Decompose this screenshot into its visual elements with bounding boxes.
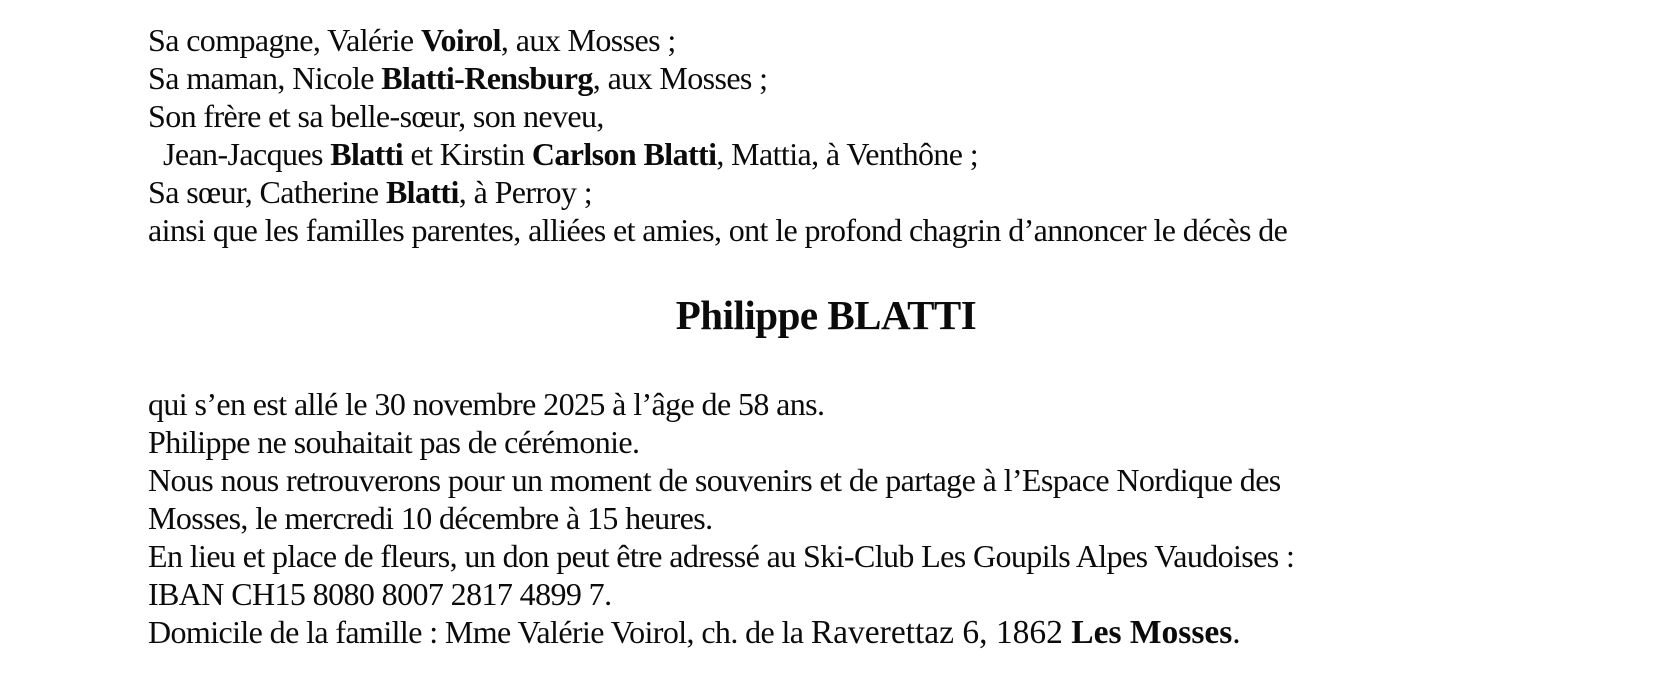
line-dons: En lieu et place de fleurs, un don peut être adressé au Ski-Club Les Goupils Alpes Vaudoises : <box>148 538 1295 574</box>
line-maman <box>148 59 1504 97</box>
name-blatti-rensburg: Blatti-Rensburg <box>381 60 593 96</box>
line-compagne <box>148 21 1504 59</box>
relation-text: Sa sœur, Catherine <box>148 174 386 210</box>
family-list-paragraph <box>148 21 1504 249</box>
name-blatti: Blatti <box>385 174 459 210</box>
line-familles <box>148 211 1504 249</box>
line-ceremonie: Philippe ne souhaitait pas de cérémonie. <box>148 424 640 460</box>
line-retrouvailles-2: Mosses, le mercredi 10 décembre à 15 heures. <box>148 500 713 536</box>
street-address-text: Raverettaz 6, 1862 <box>810 614 1072 651</box>
end-period: . <box>1232 614 1241 651</box>
locality-les-mosses: Les Mosses <box>1071 614 1233 651</box>
place-text: , Mattia, à Venthône ; <box>716 136 979 172</box>
relation-text: et Kirstin <box>403 136 532 172</box>
line-deces-date: qui s’en est allé le 30 novembre 2025 à l’âge de 58 ans. <box>148 386 825 422</box>
details-paragraph <box>148 385 1504 652</box>
domicile-text: Domicile de la famille : Mme Valérie Voirol, ch. de la <box>148 614 811 650</box>
name-blatti: Blatti <box>330 136 404 172</box>
line-frere-names <box>148 135 1504 173</box>
name-carlson-blatti: Carlson Blatti <box>531 136 717 172</box>
line-soeur <box>148 173 1504 211</box>
relation-text: Son frère et sa belle-sœur, son neveu, <box>148 98 604 134</box>
place-text: , aux Mosses ; <box>592 60 768 96</box>
relation-text: Sa compagne, Valérie <box>148 22 421 58</box>
line-frere-intro <box>148 97 1504 135</box>
line-retrouvailles-1: Nous nous retrouverons pour un moment de souvenirs et de partage à l’Espace Nordique des <box>148 462 1281 498</box>
place-text: , aux Mosses ; <box>500 22 676 58</box>
deceased-name-title: Philippe BLATTI <box>675 292 977 338</box>
relation-text: Jean-Jacques <box>163 136 331 172</box>
announcement-text: ainsi que les familles parentes, alliées et amies, ont le profond chagrin d’annoncer le décès de <box>148 212 1288 248</box>
line-domicile <box>148 613 1504 652</box>
place-text: , à Perroy ; <box>458 174 592 210</box>
line-iban: IBAN CH15 8080 8007 2817 4899 7. <box>148 576 612 612</box>
name-voirol: Voirol <box>420 22 501 58</box>
relation-text: Sa maman, Nicole <box>148 60 382 96</box>
